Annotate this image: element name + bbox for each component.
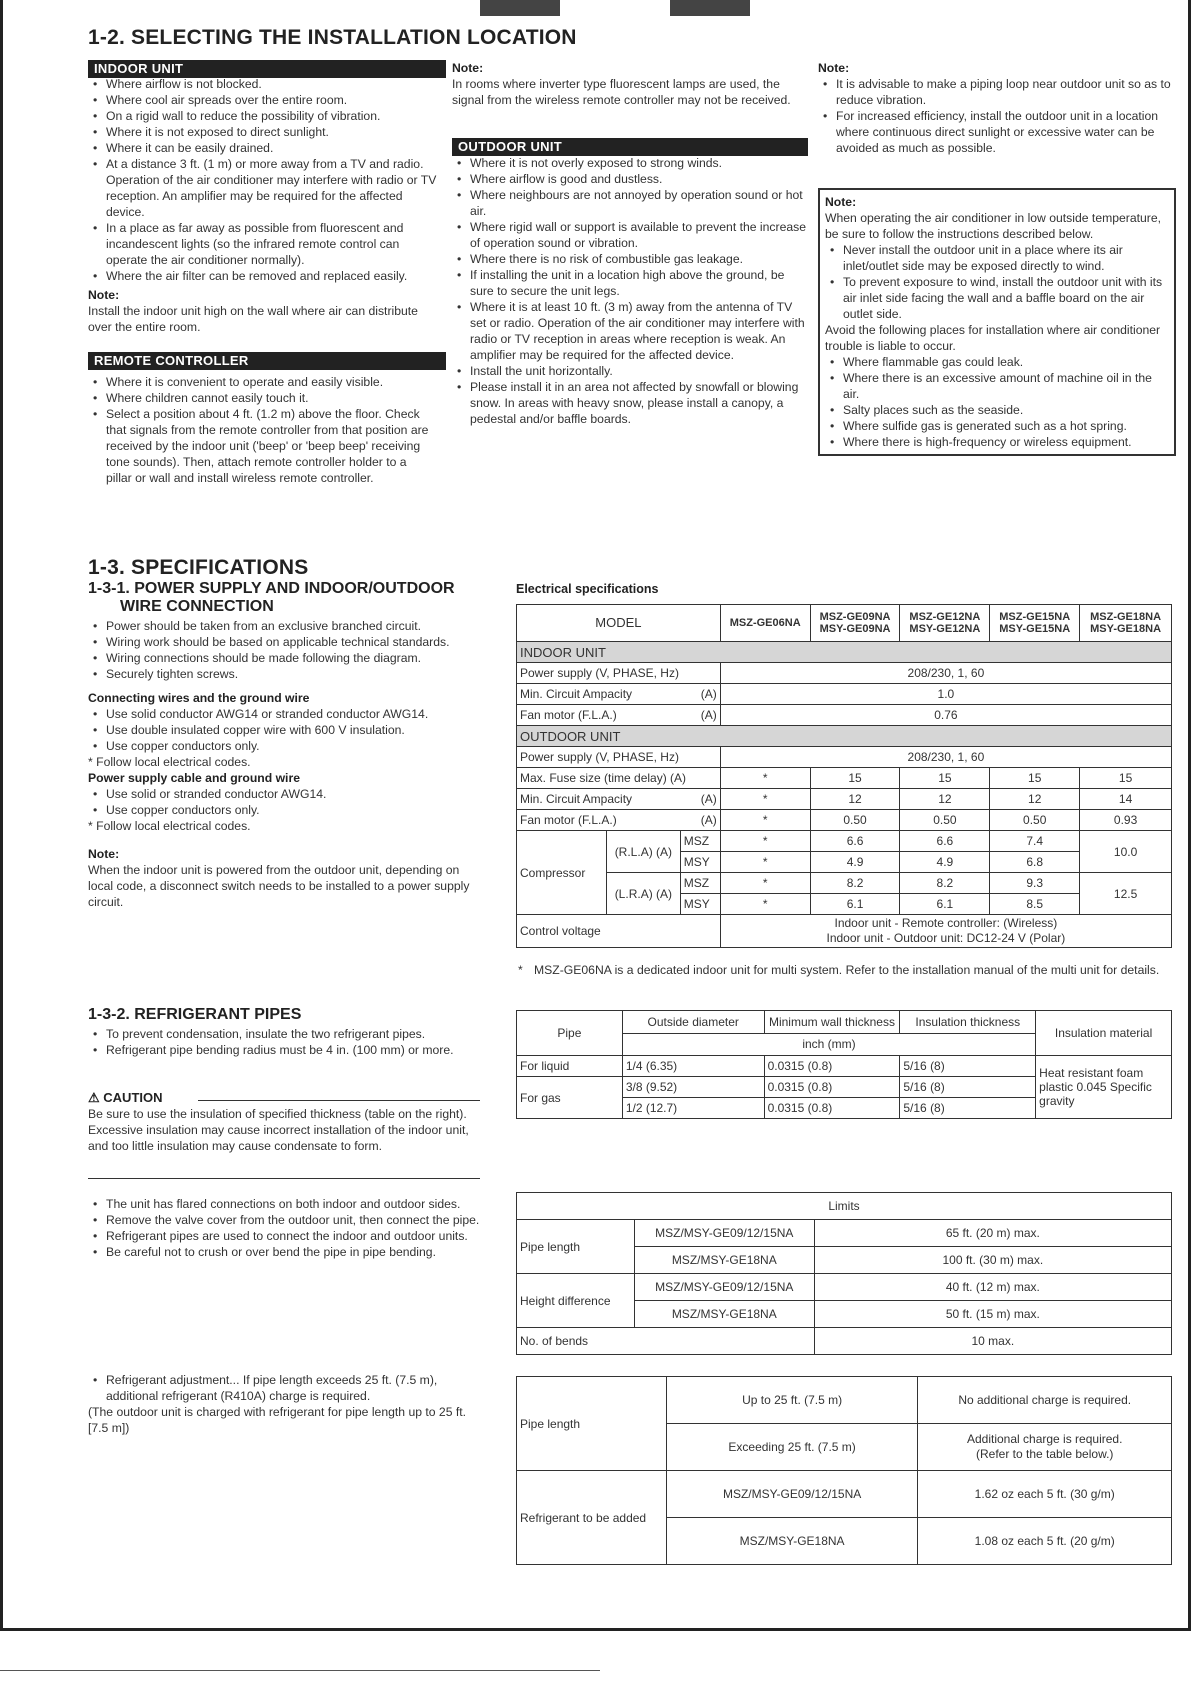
caution-rule xyxy=(198,1100,480,1101)
cell: 7.4 xyxy=(990,831,1080,852)
remote-controller-bar: REMOTE CONTROLLER xyxy=(88,352,446,370)
indoor-unit-row: INDOOR UNIT xyxy=(517,642,1172,663)
cell: 3/8 (9.52) xyxy=(622,1077,764,1098)
cell: 0.0315 (0.8) xyxy=(764,1077,900,1098)
model-cell: MSZ/MSY-GE09/12/15NA xyxy=(634,1220,814,1247)
list-item: • Where children cannot easily touch it. xyxy=(106,390,432,406)
cell: 6.1 xyxy=(810,894,900,915)
list-item: • Use copper conductors only. xyxy=(106,738,480,754)
section-title-1-3: 1-3. SPECIFICATIONS xyxy=(88,556,309,579)
caution-bottom-rule xyxy=(88,1178,480,1179)
list-item: • Remove the valve cover from the outdoor unit, then connect the pipe. xyxy=(106,1212,480,1228)
row-label: Fan motor (F.L.A.) (A) xyxy=(517,705,721,726)
wall-header: Minimum wall thickness xyxy=(764,1011,900,1034)
cell: * xyxy=(720,873,810,894)
cell: 1.62 oz each 5 ft. (30 g/m) xyxy=(918,1471,1172,1518)
msy-label: MSY xyxy=(680,894,720,915)
model-cell: MSZ/MSY-GE18NA xyxy=(634,1301,814,1328)
cell: Exceeding 25 ft. (7.5 m) xyxy=(666,1424,918,1471)
ps-follow: * Follow local electrical codes. xyxy=(88,819,251,833)
cell: 8.2 xyxy=(810,873,900,894)
outdoor-unit-list xyxy=(452,155,808,427)
value-cell: 50 ft. (15 m) max. xyxy=(814,1301,1171,1328)
model-cell: MSZ/MSY-GE09/12/15NA xyxy=(634,1274,814,1301)
list-item: • Use copper conductors only. xyxy=(106,802,480,818)
subsection-1-3-2: 1-3-2. REFRIGERANT PIPES xyxy=(88,1006,302,1023)
items4-tail: (The outdoor unit is charged with refrigerant for pipe length up to 25 ft. [7.5 m]) xyxy=(88,1405,467,1435)
cell: 9.3 xyxy=(990,873,1080,894)
list-item: • Where sulfide gas is generated such as a hot spring. xyxy=(843,418,1169,434)
cell: 0.93 xyxy=(1080,810,1172,831)
cell: 1/2 (12.7) xyxy=(622,1098,764,1119)
value-cell: 65 ft. (20 m) max. xyxy=(814,1220,1171,1247)
cell: 6.1 xyxy=(900,894,990,915)
list-item: • Use solid conductor AWG14 or stranded conductor AWG14. xyxy=(106,706,480,722)
cell: * xyxy=(720,894,810,915)
cell: 12 xyxy=(810,789,900,810)
elec-title: Electrical specifications xyxy=(516,582,659,596)
material-header: Insulation material xyxy=(1036,1011,1172,1056)
list-item: • Where it is convenient to operate and easily visible. xyxy=(106,374,432,390)
cell: 8.5 xyxy=(990,894,1080,915)
cell: 1.08 oz each 5 ft. (20 g/m) xyxy=(918,1518,1172,1565)
elec-footnote: * MSZ-GE06NA is a dedicated indoor unit for multi system. Refer to the installation manual of the multi unit for details. xyxy=(518,963,1160,977)
cell: 15 xyxy=(810,768,900,789)
pipe-length-label: Pipe length xyxy=(517,1220,635,1274)
cell: 15 xyxy=(1080,768,1172,789)
row-label: Power supply (V, PHASE, Hz) xyxy=(517,663,721,684)
list-item: • At a distance 3 ft. (1 m) or more away from a TV and radio. Operation of the air conditioner may interfere with radio or TV reception. An amplifier may be required for the affected device. xyxy=(106,156,444,220)
list-item: • Be careful not to crush or over bend the pipe in pipe bending. xyxy=(106,1244,480,1260)
pipe-length-label: Pipe length xyxy=(517,1377,667,1471)
list-item: • Where it can be easily drained. xyxy=(106,140,444,156)
cell: 15 xyxy=(900,768,990,789)
cell: 12 xyxy=(990,789,1080,810)
list-item: • Where it is not exposed to direct sunlight. xyxy=(106,124,444,140)
cell: 0.50 xyxy=(990,810,1080,831)
pipe-table xyxy=(516,1010,1172,1119)
list-item: • Use double insulated copper wire with 600 V insulation. xyxy=(106,722,480,738)
cell: * xyxy=(720,852,810,873)
list-item: • Install the unit horizontally. xyxy=(470,363,808,379)
material-cell: Heat resistant foam plastic 0.045 Specific gravity xyxy=(1036,1056,1172,1119)
list-item: • Refrigerant pipe bending radius must be 4 in. (100 mm) or more. xyxy=(106,1042,480,1058)
mid-note xyxy=(452,60,804,108)
list-item: • To prevent condensation, insulate the two refrigerant pipes. xyxy=(106,1026,480,1042)
cell: 4.9 xyxy=(900,852,990,873)
cell: 6.6 xyxy=(900,831,990,852)
list-item: • Refrigerant adjustment... If pipe length exceeds 25 ft. (7.5 m), additional refrigerant (R410A) charge is required. xyxy=(106,1372,480,1404)
cell: No additional charge is required. xyxy=(918,1377,1172,1424)
indoor-unit-bar: INDOOR UNIT xyxy=(88,60,446,78)
list-item: • Where rigid wall or support is available to prevent the increase of operation sound or vibration. xyxy=(470,219,808,251)
right-note-label: Note: xyxy=(818,61,850,75)
control-voltage-cell: Indoor unit - Remote controller: (Wireless) Indoor unit - Outdoor unit: DC12-24 V (Polar) xyxy=(720,915,1171,948)
cell: 6.6 xyxy=(810,831,900,852)
right-note xyxy=(818,60,1172,156)
gas-label: For gas xyxy=(517,1077,623,1119)
warning-icon: ⚠ xyxy=(88,1090,100,1105)
cell: Up to 25 ft. (7.5 m) xyxy=(666,1377,918,1424)
list-item: • Wiring work should be based on applicable technical standards. xyxy=(106,634,480,650)
cell: 208/230, 1, 60 xyxy=(720,747,1171,768)
model-header: MSZ-GE09NA MSY-GE09NA xyxy=(810,605,900,642)
list-item: • Where neighbours are not annoyed by operation sound or hot air. xyxy=(470,187,808,219)
cell: 15 xyxy=(990,768,1080,789)
note-text: When the indoor unit is powered from the outdoor unit, depending on local code, a disconnect switch needs to be installed to a power supply circuit. xyxy=(88,863,470,909)
flare-text xyxy=(88,1196,480,1260)
cell: 0.0315 (0.8) xyxy=(764,1056,900,1077)
lra-label: (L.R.A) (A) xyxy=(606,873,680,915)
row-label: Power supply (V, PHASE, Hz) xyxy=(517,747,721,768)
cell: MSZ/MSY-GE09/12/15NA xyxy=(666,1471,918,1518)
list-item: • On a rigid wall to reduce the possibility of vibration. xyxy=(106,108,444,124)
mid-note-text: In rooms where inverter type fluorescent lamps are used, the signal from the wireless remote controller may not be received. xyxy=(452,77,791,107)
list-item: • Where there is high-frequency or wireless equipment. xyxy=(843,434,1169,450)
refrigerant-added-label: Refrigerant to be added xyxy=(517,1471,667,1565)
list-item: • It is advisable to make a piping loop near outdoor unit so as to reduce vibration. xyxy=(836,76,1172,108)
row-label: Max. Fuse size (time delay) (A) xyxy=(517,768,721,789)
bends-label: No. of bends xyxy=(517,1328,815,1355)
cell: 12.5 xyxy=(1080,873,1172,915)
list-item: • Securely tighten screws. xyxy=(106,666,480,682)
registration-mark xyxy=(480,0,560,16)
list-item: • Please install it in an area not affected by snowfall or blowing snow. In areas with heavy snow, please install a canopy, a pedestal and/or baffle boards. xyxy=(470,379,808,427)
cell: 12 xyxy=(900,789,990,810)
refrigerant-adjust-text xyxy=(88,1372,480,1436)
msy-label: MSY xyxy=(680,852,720,873)
electrical-spec-table xyxy=(516,604,1172,948)
registration-mark xyxy=(670,0,750,16)
cw-title: Connecting wires and the ground wire xyxy=(88,691,310,705)
subsection-1-3-1: 1-3-1. POWER SUPPLY AND INDOOR/OUTDOOR xyxy=(88,580,455,597)
cell: * xyxy=(720,810,810,831)
cell: * xyxy=(720,831,810,852)
model-header: MSZ-GE18NA MSY-GE18NA xyxy=(1080,605,1172,642)
row-label: Control voltage xyxy=(517,915,721,948)
pipe-header: Pipe xyxy=(517,1011,623,1056)
remote-controller-list xyxy=(88,374,432,486)
cell: Additional charge is required. (Refer to the table below.) xyxy=(918,1424,1172,1471)
note-label: Note: xyxy=(88,847,120,861)
cell: 1/4 (6.35) xyxy=(622,1056,764,1077)
value-cell: 100 ft. (30 m) max. xyxy=(814,1247,1171,1274)
value-cell: 10 max. xyxy=(814,1328,1171,1355)
cell: 208/230, 1, 60 xyxy=(720,663,1171,684)
list-item: • In a place as far away as possible from fluorescent and incandescent lights (so the infrared remote control can operate the air conditioner normally). xyxy=(106,220,444,268)
cell: * xyxy=(720,768,810,789)
list-item: • Where flammable gas could leak. xyxy=(843,354,1169,370)
refrigerant-pipe-text xyxy=(88,1026,480,1058)
insulation-header: Insulation thickness xyxy=(900,1011,1036,1034)
list-item: • Where it is not overly exposed to strong winds. xyxy=(470,155,808,171)
cell: 0.0315 (0.8) xyxy=(764,1098,900,1119)
list-item: • If installing the unit in a location high above the ground, be sure to secure the unit legs. xyxy=(470,267,808,299)
indoor-note-label: Note: xyxy=(88,288,120,302)
list-item: • Salty places such as the seaside. xyxy=(843,402,1169,418)
indoor-note: Install the indoor unit high on the wall where air can distribute over the entire room. xyxy=(88,304,418,334)
box-intro: When operating the air conditioner in low outside temperature, be sure to follow the instructions described below. xyxy=(825,211,1162,241)
mid-note-label: Note: xyxy=(452,61,484,75)
charge-table xyxy=(516,1376,1172,1565)
compressor-label: Compressor xyxy=(517,831,607,915)
ps-title: Power supply cable and ground wire xyxy=(88,771,300,785)
outdoor-unit-row: OUTDOOR UNIT xyxy=(517,726,1172,747)
cell: MSZ/MSY-GE18NA xyxy=(666,1518,918,1565)
cell: 0.76 xyxy=(720,705,1171,726)
cell: * xyxy=(720,789,810,810)
row-label: Min. Circuit Ampacity (A) xyxy=(517,684,721,705)
cell: 0.50 xyxy=(810,810,900,831)
list-item: • Select a position about 4 ft. (1.2 m) above the floor. Check that signals from the remote controller from that position are received by the indoor unit ('beep' or 'beep beep' receiving tone sounds). Then, attach remote controller holder to a pillar or wall and install wireless remote controller. xyxy=(106,406,432,486)
caution-text: Be sure to use the insulation of specified thickness (table on the right). Excessive insulation may cause incorrect installation of the indoor unit, and too little insulation may cause condensate to form. xyxy=(88,1107,469,1153)
list-item: • Refrigerant pipes are used to connect the indoor and outdoor units. xyxy=(106,1228,480,1244)
list-item: • Power should be taken from an exclusive branched circuit. xyxy=(106,618,480,634)
rla-label: (R.L.A) (A) xyxy=(606,831,680,873)
od-header: Outside diameter xyxy=(622,1011,764,1034)
indoor-unit-list xyxy=(88,76,444,335)
msz-label: MSZ xyxy=(680,873,720,894)
cw-follow: * Follow local electrical codes. xyxy=(88,755,251,769)
subsection-1-3-1b: WIRE CONNECTION xyxy=(120,598,274,615)
model-cell: MSZ/MSY-GE18NA xyxy=(634,1247,814,1274)
list-item: • Use solid or stranded conductor AWG14. xyxy=(106,786,480,802)
list-item: • Where cool air spreads over the entire room. xyxy=(106,92,444,108)
cell: 4.9 xyxy=(810,852,900,873)
list-item: • Where the air filter can be removed and replaced easily. xyxy=(106,268,444,284)
list-item: • Never install the outdoor unit in a place where its air inlet/outlet side may be exposed directly to wind. xyxy=(843,242,1169,274)
cell: 6.8 xyxy=(990,852,1080,873)
row-label: Min. Circuit Ampacity (A) xyxy=(517,789,721,810)
section-title-1-2: 1-2. SELECTING THE INSTALLATION LOCATION xyxy=(88,26,577,49)
cell: 0.50 xyxy=(900,810,990,831)
height-diff-label: Height difference xyxy=(517,1274,635,1328)
unit-header: inch (mm) xyxy=(622,1033,1035,1056)
list-item: • Where airflow is not blocked. xyxy=(106,76,444,92)
cell: 14 xyxy=(1080,789,1172,810)
cell: 5/16 (8) xyxy=(900,1056,1036,1077)
footer-rule xyxy=(0,1670,600,1671)
limits-title: Limits xyxy=(517,1193,1172,1220)
row-label: Fan motor (F.L.A.) (A) xyxy=(517,810,721,831)
model-header: MSZ-GE12NA MSY-GE12NA xyxy=(900,605,990,642)
cell: 5/16 (8) xyxy=(900,1077,1036,1098)
outdoor-unit-bar: OUTDOOR UNIT xyxy=(452,138,808,156)
liquid-label: For liquid xyxy=(517,1056,623,1077)
caution-heading: ⚠ CAUTION xyxy=(88,1090,163,1105)
list-item: • Where airflow is good and dustless. xyxy=(470,171,808,187)
model-label: MODEL xyxy=(517,605,721,642)
list-item: • Where there is an excessive amount of machine oil in the air. xyxy=(843,370,1169,402)
value-cell: 40 ft. (12 m) max. xyxy=(814,1274,1171,1301)
low-temp-note-box xyxy=(818,188,1176,456)
cell: 10.0 xyxy=(1080,831,1172,873)
list-item: • Wiring connections should be made following the diagram. xyxy=(106,650,480,666)
model-header: MSZ-GE06NA xyxy=(720,605,810,642)
caution-box xyxy=(88,1090,480,1154)
model-header: MSZ-GE15NA MSY-GE15NA xyxy=(990,605,1080,642)
list-item: • To prevent exposure to wind, install the outdoor unit with its air inlet side facing the wall and a baffle board on the air outlet side. xyxy=(843,274,1169,322)
power-supply-text xyxy=(88,618,480,910)
cell: 8.2 xyxy=(900,873,990,894)
list-item: • For increased efficiency, install the outdoor unit in a location where continuous direct sunlight or excessive water can be avoided as much as possible. xyxy=(836,108,1172,156)
limits-table xyxy=(516,1192,1172,1355)
box-note-label: Note: xyxy=(825,195,857,209)
box-mid: Avoid the following places for installation where air conditioner trouble is liable to occur. xyxy=(825,323,1161,353)
msz-label: MSZ xyxy=(680,831,720,852)
list-item: • Where there is no risk of combustible gas leakage. xyxy=(470,251,808,267)
cell: 1.0 xyxy=(720,684,1171,705)
list-item: • The unit has flared connections on both indoor and outdoor sides. xyxy=(106,1196,480,1212)
list-item: • Where it is at least 10 ft. (3 m) away from the antenna of TV set or radio. Operation of the air conditioner may interfere with radio or TV reception in areas where reception is weak. An amplifier may be required for the affected device. xyxy=(470,299,808,363)
cell: 5/16 (8) xyxy=(900,1098,1036,1119)
